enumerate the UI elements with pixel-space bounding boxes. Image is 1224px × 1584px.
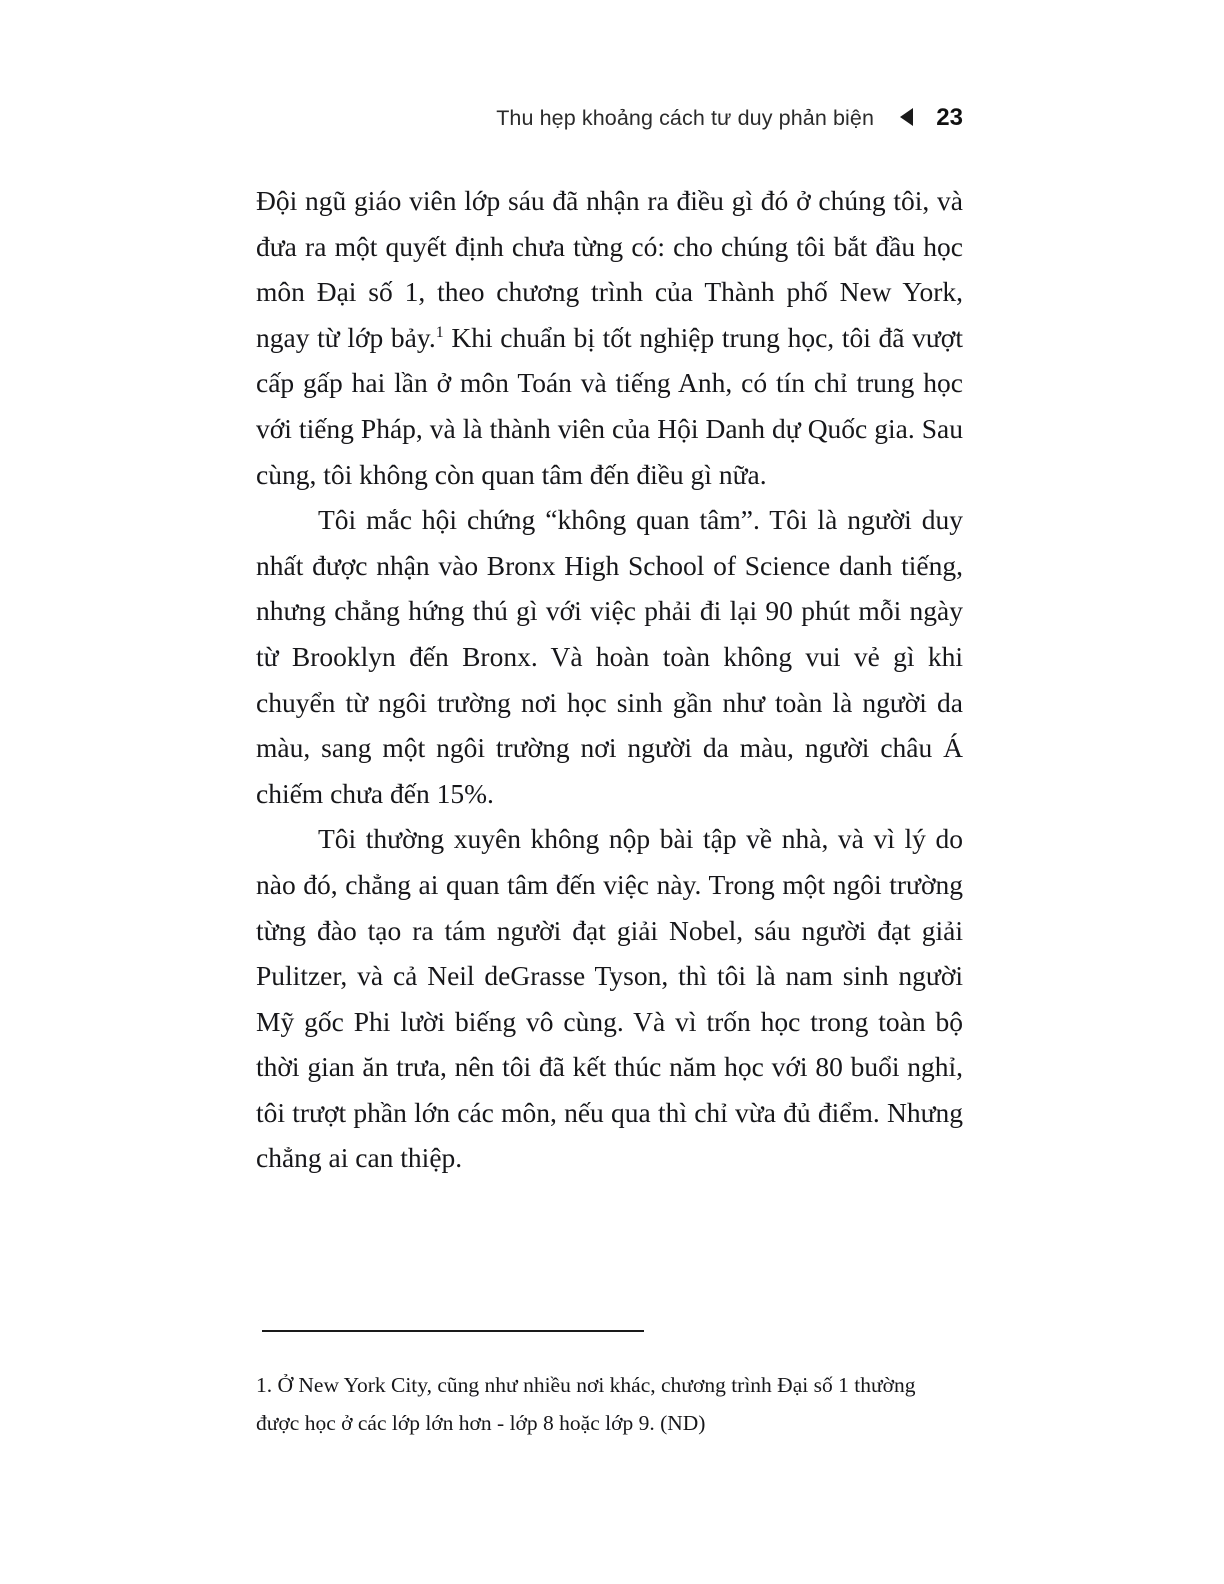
paragraph-1 <box>256 178 963 497</box>
footnote-reference-1[interactable]: 1 <box>435 323 444 341</box>
left-triangle-icon <box>900 108 913 126</box>
running-header-title: Thu hẹp khoảng cách tư duy phản biện <box>496 106 874 130</box>
paragraph-2: Tôi mắc hội chứng “không quan tâm”. Tôi là người duy nhất được nhận vào Bronx High School of Science danh tiếng, nhưng chẳng hứng thú gì với việc phải đi lại 90 phút mỗi ngày từ Brooklyn đến Bronx. Và hoàn toàn không vui vẻ gì khi chuyển từ ngôi trường nơi học sinh gần như toàn là người da màu, sang một ngôi trường nơi người da màu, người châu Á chiếm chưa đến 15%. <box>256 504 963 809</box>
footnote-1: 1. Ở New York City, cũng như nhiều nơi khác, chương trình Đại số 1 thường được học ở các lớp lớn hơn - lớp 8 hoặc lớp 9. (ND) <box>256 1373 916 1435</box>
paragraph-1-text-before-note: Đội ngũ giáo viên lớp sáu đã nhận ra điều gì đó ở chúng tôi, và đưa ra một quyết định chưa từng có: cho chúng tôi bắt đầu học môn Đại số 1, theo chương trình của Thành phố New York, ngay từ lớp bảy. <box>256 185 963 353</box>
paragraph-1-text-after-note: Khi chuẩn bị tốt nghiệp trung học, tôi đã vượt cấp gấp hai lần ở môn Toán và tiếng Anh, có tín chỉ trung học với tiếng Pháp, và là thành viên của Hội Danh dự Quốc gia. Sau cùng, tôi không còn quan tâm đến điều gì nữa. <box>256 321 963 490</box>
footnote-zone <box>256 1330 963 1442</box>
body-text-block <box>256 178 963 1181</box>
paragraph-3: Tôi thường xuyên không nộp bài tập về nhà, và vì lý do nào đó, chẳng ai quan tâm đến việc này. Trong một ngôi trường từng đào tạo ra tám người đạt giải Nobel, sáu người đạt giải Pulitzer, và cả Neil deGrasse Tyson, thì tôi là nam sinh người Mỹ gốc Phi lười biếng vô cùng. Và vì trốn học trong toàn bộ thời gian ăn trưa, nên tôi đã kết thúc năm học với 80 buổi nghỉ, tôi trượt phần lớn các môn, nếu qua thì chỉ vừa đủ điểm. Nhưng chẳng ai can thiệp. <box>256 823 963 1174</box>
footnote-separator-rule <box>262 1330 644 1332</box>
running-header <box>256 106 963 146</box>
page-number: 23 <box>936 104 963 131</box>
